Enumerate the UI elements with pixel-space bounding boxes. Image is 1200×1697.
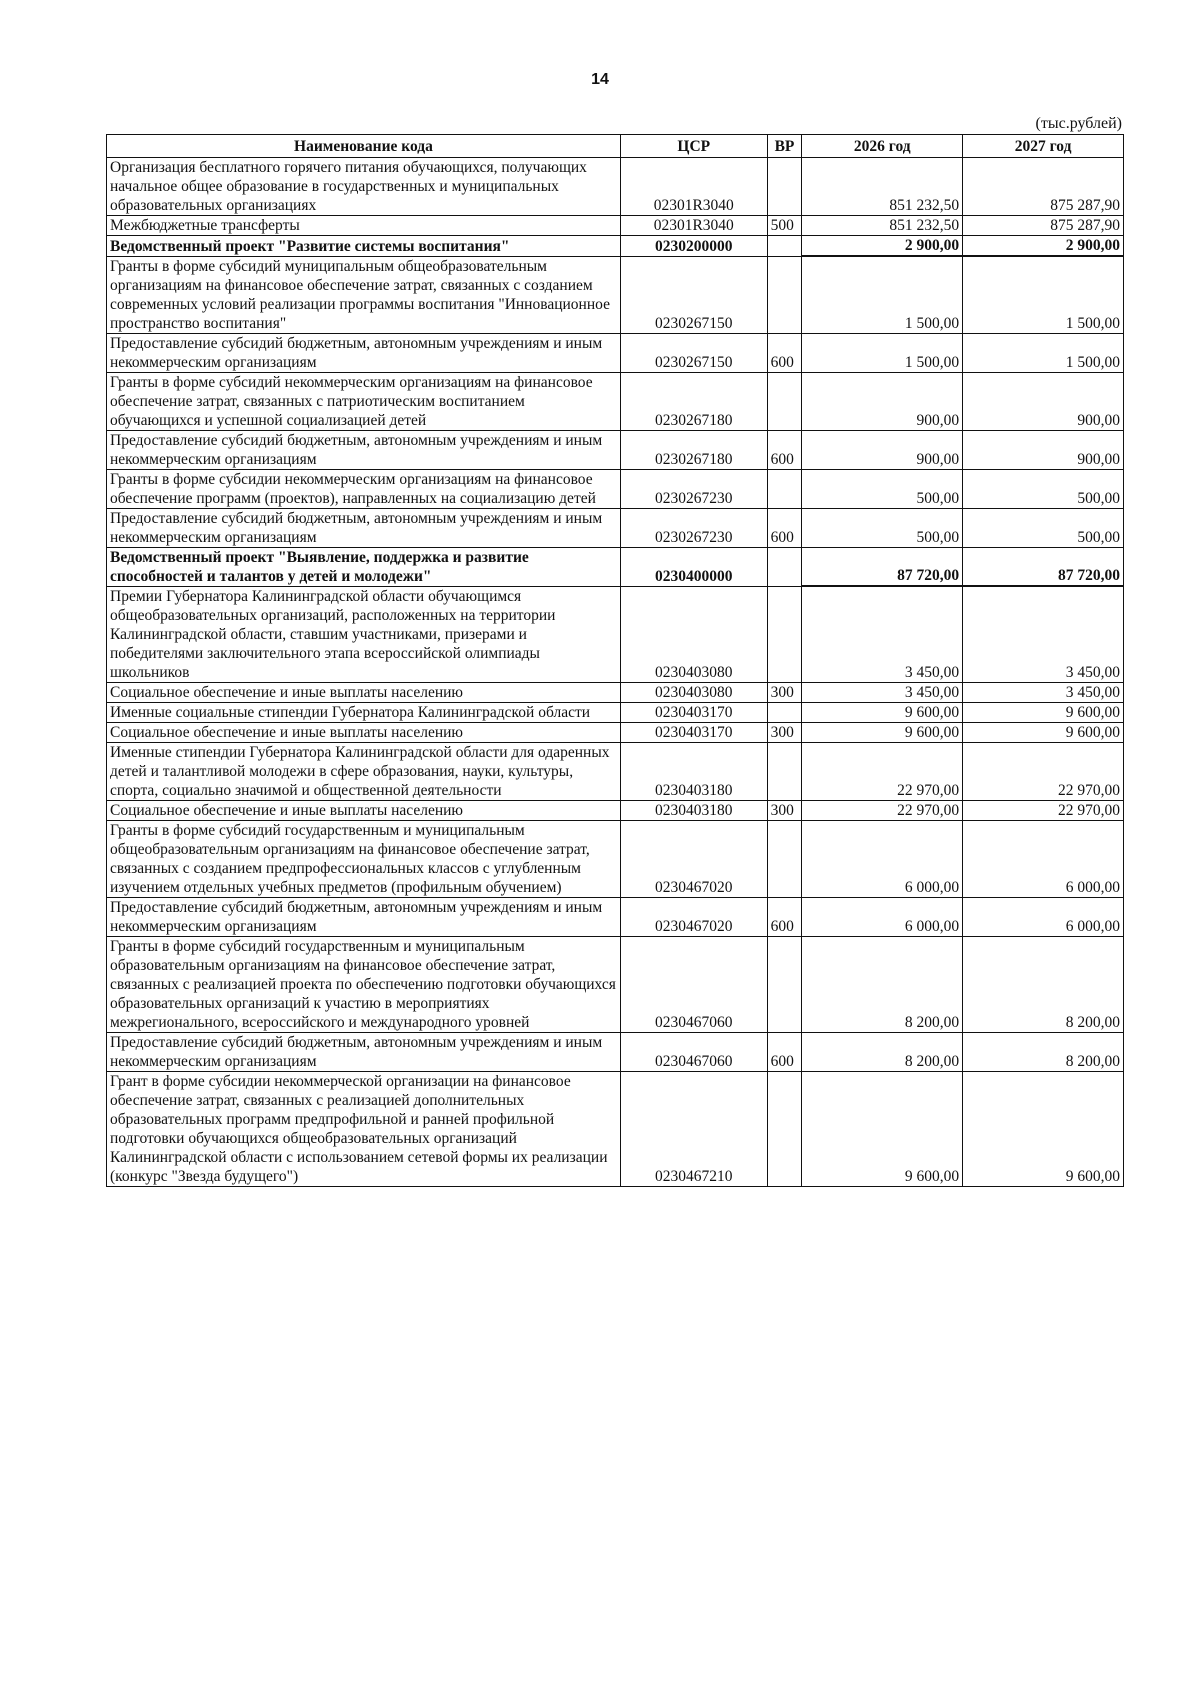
cell-vr <box>767 158 802 216</box>
table-header-row <box>107 135 1124 158</box>
cell-2027: 1 500,00 <box>963 256 1124 333</box>
cell-2027: 500,00 <box>963 508 1124 547</box>
cell-vr: 600 <box>767 1032 802 1071</box>
cell-vr <box>767 469 802 508</box>
cell-name: Предоставление субсидий бюджетным, автономным учреждениям и иным некоммерческим организациям <box>107 430 621 469</box>
cell-2027: 9 600,00 <box>963 702 1124 722</box>
cell-name: Межбюджетные трансферты <box>107 216 621 236</box>
cell-name: Гранты в форме субсидий государственным и муниципальным общеобразовательным организациям на финансовое обеспечение затрат, связанных с созданием предпрофессиональных классов с углубленным изучением отдельных учебных предметов (профильным обучением) <box>107 820 621 897</box>
cell-2027: 900,00 <box>963 430 1124 469</box>
table-row <box>107 256 1124 333</box>
cell-vr <box>767 586 802 682</box>
cell-2027: 8 200,00 <box>963 1032 1124 1071</box>
cell-csr: 02301R3040 <box>620 158 767 216</box>
cell-2026: 3 450,00 <box>802 682 963 702</box>
cell-csr: 0230403080 <box>620 682 767 702</box>
cell-2026: 9 600,00 <box>802 1071 963 1186</box>
cell-2027: 8 200,00 <box>963 936 1124 1032</box>
table-row <box>107 236 1124 257</box>
cell-vr: 600 <box>767 508 802 547</box>
table-row <box>107 547 1124 586</box>
cell-2026: 6 000,00 <box>802 820 963 897</box>
cell-vr <box>767 372 802 430</box>
table-row <box>107 936 1124 1032</box>
header-2026: 2026 год <box>802 135 963 158</box>
budget-table <box>106 134 1124 1187</box>
cell-2027: 2 900,00 <box>963 236 1124 257</box>
cell-2026: 6 000,00 <box>802 897 963 936</box>
cell-2027: 22 970,00 <box>963 800 1124 820</box>
cell-csr: 0230400000 <box>620 547 767 586</box>
cell-name: Социальное обеспечение и иные выплаты населению <box>107 682 621 702</box>
cell-2026: 900,00 <box>802 372 963 430</box>
cell-vr: 300 <box>767 722 802 742</box>
cell-name: Гранты в форме субсидий государственным и муниципальным образовательным организациям на финансовое обеспечение затрат, связанных с реализацией проекта по обеспечению подготовки обучающихся образовательных организаций к участию в мероприятиях межрегионального, всероссийского и международного уровней <box>107 936 621 1032</box>
table-row <box>107 216 1124 236</box>
cell-vr: 300 <box>767 800 802 820</box>
cell-vr: 500 <box>767 216 802 236</box>
cell-csr: 0230267230 <box>620 469 767 508</box>
cell-name: Организация бесплатного горячего питания обучающихся, получающих начальное общее образование в государственных и муниципальных образовательных организациях <box>107 158 621 216</box>
table-row <box>107 372 1124 430</box>
cell-csr: 0230403180 <box>620 800 767 820</box>
cell-2027: 6 000,00 <box>963 820 1124 897</box>
cell-vr <box>767 1071 802 1186</box>
cell-vr <box>767 702 802 722</box>
table-row <box>107 682 1124 702</box>
cell-2026: 500,00 <box>802 469 963 508</box>
cell-2026: 22 970,00 <box>802 742 963 800</box>
cell-name: Грант в форме субсидии некоммерческой организации на финансовое обеспечение затрат, связанных с реализацией дополнительных образовательных программ предпрофильной и ранней профильной подготовки обучающихся общеобразовательных организаций Калининградской области с использованием сетевой формы их реализации (конкурс "Звезда будущего") <box>107 1071 621 1186</box>
cell-vr: 600 <box>767 333 802 372</box>
cell-vr: 600 <box>767 430 802 469</box>
table-row <box>107 897 1124 936</box>
cell-2026: 87 720,00 <box>802 547 963 586</box>
cell-name: Ведомственный проект "Развитие системы воспитания" <box>107 236 621 257</box>
cell-name: Предоставление субсидий бюджетным, автономным учреждениям и иным некоммерческим организациям <box>107 1032 621 1071</box>
cell-2026: 8 200,00 <box>802 1032 963 1071</box>
table-row <box>107 1032 1124 1071</box>
cell-2027: 87 720,00 <box>963 547 1124 586</box>
cell-vr <box>767 236 802 257</box>
cell-2027: 3 450,00 <box>963 586 1124 682</box>
cell-2027: 6 000,00 <box>963 897 1124 936</box>
cell-name: Гранты в форме субсидий некоммерческим организациям на финансовое обеспечение затрат, связанных с патриотическим воспитанием обучающихся и успешной социализацией детей <box>107 372 621 430</box>
cell-csr: 0230403180 <box>620 742 767 800</box>
cell-2026: 9 600,00 <box>802 722 963 742</box>
cell-csr: 0230403080 <box>620 586 767 682</box>
cell-2027: 875 287,90 <box>963 158 1124 216</box>
cell-vr: 300 <box>767 682 802 702</box>
cell-name: Именные стипендии Губернатора Калининградской области для одаренных детей и талантливой молодежи в сфере образования, науки, культуры, спорта, социально значимой и общественной деятельности <box>107 742 621 800</box>
cell-csr: 0230267150 <box>620 333 767 372</box>
table-row <box>107 702 1124 722</box>
cell-csr: 0230467060 <box>620 936 767 1032</box>
header-2027: 2027 год <box>963 135 1124 158</box>
cell-2027: 3 450,00 <box>963 682 1124 702</box>
table-row <box>107 800 1124 820</box>
cell-2026: 1 500,00 <box>802 333 963 372</box>
header-csr: ЦСР <box>620 135 767 158</box>
cell-csr: 0230267180 <box>620 372 767 430</box>
cell-csr: 0230200000 <box>620 236 767 257</box>
table-row <box>107 820 1124 897</box>
cell-csr: 0230267150 <box>620 256 767 333</box>
page-number: 14 <box>591 71 609 88</box>
cell-name: Предоставление субсидий бюджетным, автономным учреждениям и иным некоммерческим организациям <box>107 508 621 547</box>
cell-2027: 900,00 <box>963 372 1124 430</box>
cell-2026: 851 232,50 <box>802 158 963 216</box>
cell-vr <box>767 256 802 333</box>
table-row <box>107 722 1124 742</box>
cell-csr: 0230467020 <box>620 820 767 897</box>
cell-name: Социальное обеспечение и иные выплаты населению <box>107 722 621 742</box>
cell-2026: 8 200,00 <box>802 936 963 1032</box>
cell-vr <box>767 936 802 1032</box>
cell-2026: 851 232,50 <box>802 216 963 236</box>
cell-2026: 22 970,00 <box>802 800 963 820</box>
cell-vr <box>767 742 802 800</box>
cell-name: Предоставление субсидий бюджетным, автономным учреждениям и иным некоммерческим организациям <box>107 333 621 372</box>
cell-2027: 9 600,00 <box>963 1071 1124 1186</box>
cell-csr: 0230267180 <box>620 430 767 469</box>
cell-csr: 02301R3040 <box>620 216 767 236</box>
cell-vr: 600 <box>767 897 802 936</box>
table-row <box>107 158 1124 216</box>
cell-2027: 875 287,90 <box>963 216 1124 236</box>
cell-2027: 1 500,00 <box>963 333 1124 372</box>
cell-name: Гранты в форме субсидий муниципальным общеобразовательным организациям на финансовое обеспечение затрат, связанных с созданием современных условий реализации программы воспитания "Инновационное пространство воспитания" <box>107 256 621 333</box>
cell-name: Социальное обеспечение и иные выплаты населению <box>107 800 621 820</box>
table-row <box>107 586 1124 682</box>
cell-2026: 3 450,00 <box>802 586 963 682</box>
cell-name: Предоставление субсидий бюджетным, автономным учреждениям и иным некоммерческим организациям <box>107 897 621 936</box>
header-vr: ВР <box>767 135 802 158</box>
cell-csr: 0230467020 <box>620 897 767 936</box>
cell-2026: 900,00 <box>802 430 963 469</box>
cell-2026: 9 600,00 <box>802 702 963 722</box>
cell-csr: 0230403170 <box>620 702 767 722</box>
cell-name: Гранты в форме субсидии некоммерческим организациям на финансовое обеспечение программ (проектов), направленных на социализацию детей <box>107 469 621 508</box>
cell-csr: 0230403170 <box>620 722 767 742</box>
cell-name: Ведомственный проект "Выявление, поддержка и развитие способностей и талантов у детей и молодежи" <box>107 547 621 586</box>
table-body <box>107 158 1124 1187</box>
table-row <box>107 1071 1124 1186</box>
cell-2027: 9 600,00 <box>963 722 1124 742</box>
header-name: Наименование кода <box>107 135 621 158</box>
cell-2026: 500,00 <box>802 508 963 547</box>
cell-vr <box>767 547 802 586</box>
cell-csr: 0230467060 <box>620 1032 767 1071</box>
cell-csr: 0230267230 <box>620 508 767 547</box>
cell-2026: 1 500,00 <box>802 256 963 333</box>
cell-csr: 0230467210 <box>620 1071 767 1186</box>
table-row <box>107 469 1124 508</box>
table-row <box>107 742 1124 800</box>
cell-name: Премии Губернатора Калининградской области обучающимся общеобразовательных организаций, расположенных на территории Калининградской области, ставшим участниками, призерами и победителями заключительного этапа всероссийской олимпиады школьников <box>107 586 621 682</box>
cell-2027: 500,00 <box>963 469 1124 508</box>
cell-2027: 22 970,00 <box>963 742 1124 800</box>
table-row <box>107 333 1124 372</box>
units-label: (тыс.рублей) <box>1035 115 1122 132</box>
table-row <box>107 508 1124 547</box>
cell-name: Именные социальные стипендии Губернатора Калининградской области <box>107 702 621 722</box>
table-row <box>107 430 1124 469</box>
cell-2026: 2 900,00 <box>802 236 963 257</box>
cell-vr <box>767 820 802 897</box>
